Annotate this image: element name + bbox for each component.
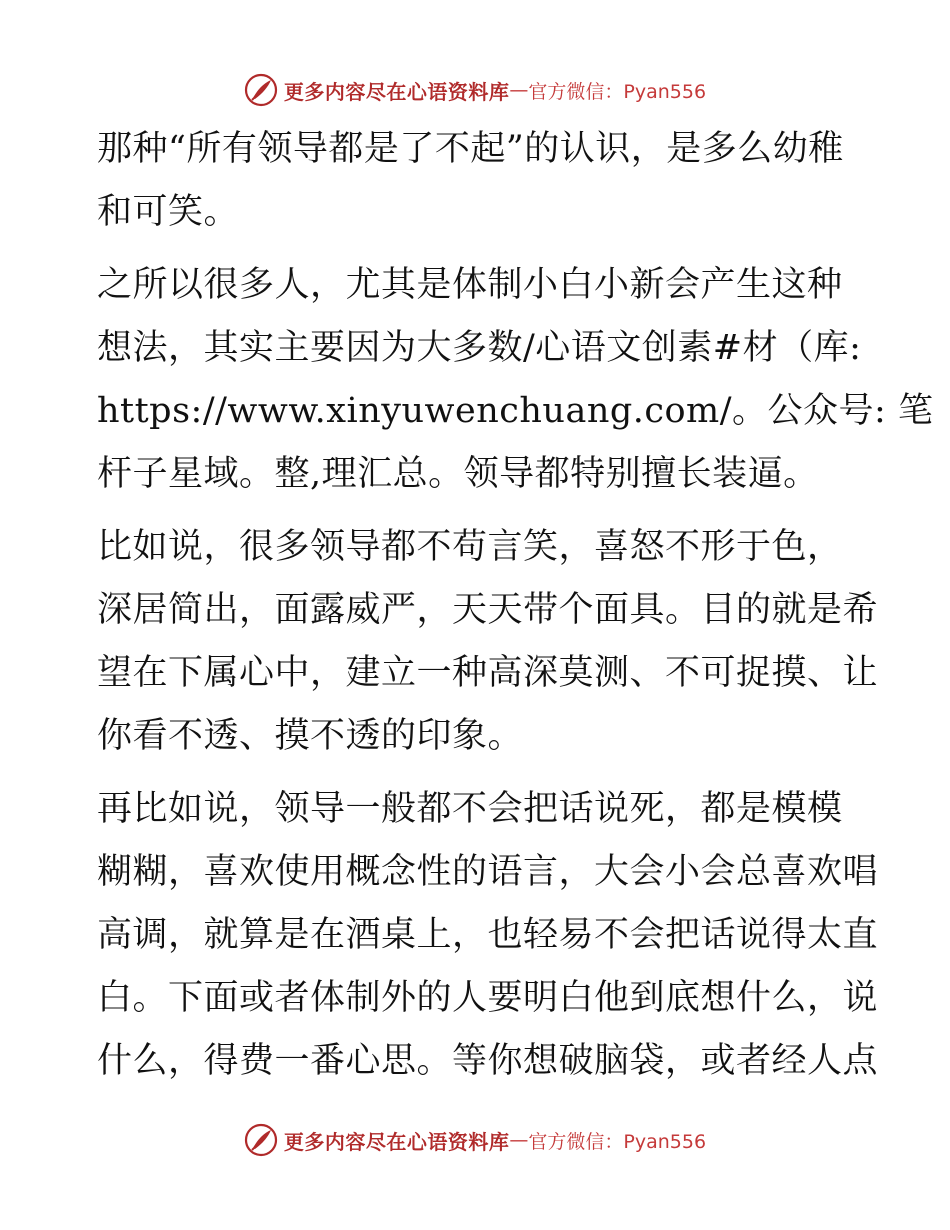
text-line: 深居简出，面露威严，天天带个面具。目的就是希: [97, 590, 879, 630]
text-line: 什么，得费一番心思。等你想破脑袋，或者经人点: [97, 1041, 879, 1081]
text-line: 你看不透、摸不透的印象。: [97, 716, 524, 756]
paragraph-3: [97, 516, 879, 768]
text-line: 之所以很多人，尤其是体制小白小新会产生这种: [97, 265, 843, 305]
footer-watermark-banner: [0, 1120, 950, 1160]
footer-contact-text: 官方微信：Pyan556: [528, 1130, 707, 1153]
text-line: 再比如说，领导一般都不会把话说死，都是模模: [97, 789, 843, 829]
text-line: 糊糊，喜欢使用概念性的语言，大会小会总喜欢唱: [97, 852, 879, 892]
paragraph-2: [97, 254, 934, 506]
header-dash: —: [509, 79, 529, 101]
text-line: 杆子星域。整,理汇总。领导都特别擅长装逼。: [97, 454, 819, 494]
text-line: 那种“所有领导都是了不起”的认识，是多么幼稚: [97, 129, 844, 169]
text-line: https://www.xinyuwenchuang.com/。公众号: 笔: [97, 391, 934, 431]
header-contact-text: 官方微信：Pyan556: [528, 80, 707, 103]
text-line: 望在下属心中，建立一种高深莫测、不可捉摸、让: [97, 653, 879, 693]
text-line: 比如说，很多领导都不苟言笑，喜怒不形于色，: [97, 527, 843, 567]
text-line: 想法，其实主要因为大多数/心语文创素#材（库:: [97, 328, 862, 368]
article-body: [97, 118, 934, 1103]
header-brand-text: 更多内容尽在心语资料库: [283, 79, 510, 104]
header-watermark-banner: [0, 70, 950, 110]
quill-logo-icon: [244, 73, 278, 107]
text-line: 高调，就算是在酒桌上，也轻易不会把话说得太直: [97, 915, 879, 955]
footer-dash: —: [509, 1129, 529, 1151]
paragraph-1: [97, 118, 857, 244]
text-line: 和可笑。: [97, 192, 240, 232]
text-line: 白。下面或者体制外的人要明白他到底想什么，说: [97, 978, 879, 1018]
quill-logo-icon: [244, 1123, 278, 1157]
footer-brand-text: 更多内容尽在心语资料库: [283, 1129, 510, 1154]
paragraph-4: [97, 778, 879, 1093]
